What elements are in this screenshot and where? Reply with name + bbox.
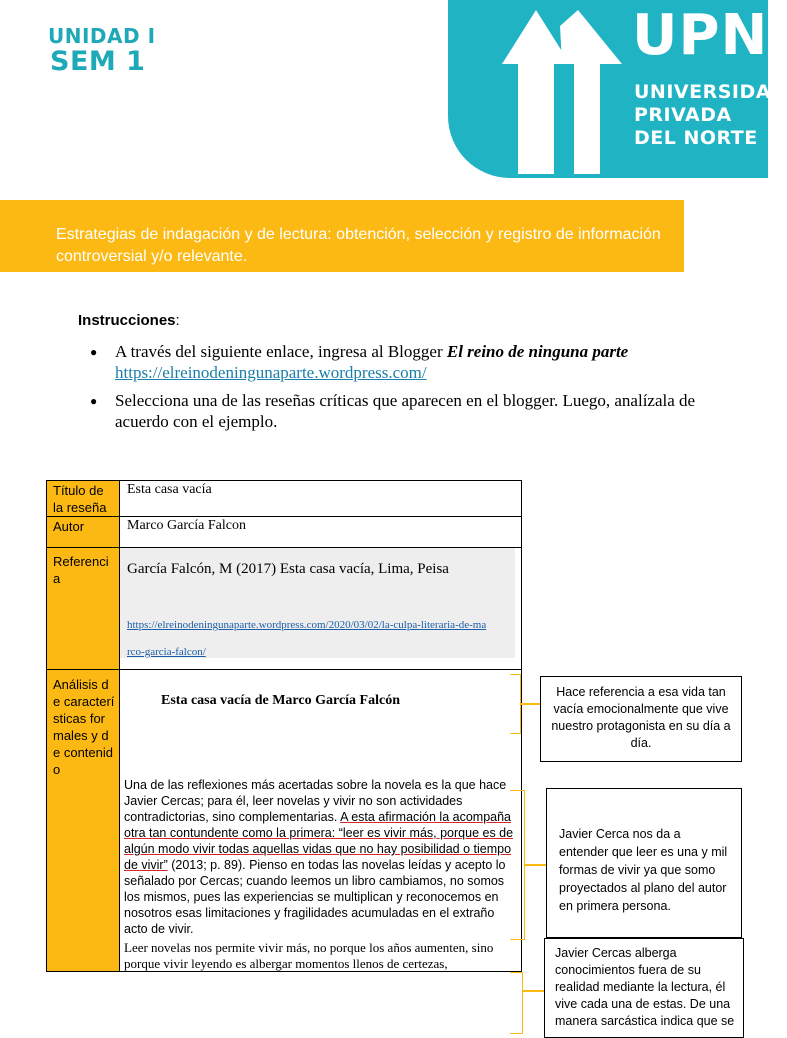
table-label-title: Título de la reseña: [53, 483, 107, 515]
analysis-title: Esta casa vacía de Marco García Falcón: [161, 693, 400, 708]
instructions-heading: [78, 312, 180, 329]
side-note-2: Javier Cerca nos da a entender que leer es una y mil formas de vivir ya que somo proyectados al plano del autor en primera persona.: [546, 788, 742, 938]
unit-title: UNIDAD I: [48, 24, 156, 48]
table-row-divider: [46, 516, 522, 517]
table-value-reference: García Falcón, M (2017) Esta casa vacía, Lima, Peisa: [127, 561, 449, 577]
table-column-divider: [119, 480, 120, 972]
bracket-connector: [510, 972, 523, 1034]
instruction-item-1: [115, 341, 715, 383]
week-title: SEM 1: [50, 46, 146, 77]
logo-line-2: PRIVADA: [634, 104, 732, 126]
logo-upn-text: UPN: [632, 3, 769, 68]
instruction-1-text: A través del siguiente enlace, ingresa al Blogger: [115, 342, 447, 361]
analysis-text: (2013; p. 89). Pienso en todas las novelas leídas y acepto lo señalado por Cercas; cuando leemos un libro cambiamos, no somos los mismos, pues las experiencias se multiplican y reconocemos en nosotros esas limitaciones y fragilidades acumuladas en el extraño acto de vivir.: [124, 858, 506, 936]
logo-line-3: DEL NORTE: [634, 127, 758, 149]
table-row-divider: [46, 547, 522, 548]
bracket-connector: [522, 990, 544, 992]
table-label-author: Autor: [53, 519, 85, 534]
instructions-colon: :: [175, 312, 180, 329]
logo-line-1: UNIVERSIDAD: [634, 81, 787, 103]
bracket-connector: [520, 703, 540, 705]
blog-link[interactable]: https://elreinodeningunaparte.wordpress.com/: [115, 363, 427, 382]
table-label-reference: Referencia: [53, 554, 109, 586]
bullet-icon: ●: [90, 345, 98, 359]
table-row-divider: [46, 669, 522, 670]
table-value-title: Esta casa vacía: [127, 482, 212, 497]
banner-text: Estrategias de indagación y de lectura: obtención, selección y registro de información controversial y/o relevante.: [56, 226, 661, 265]
table-label-analysis: Análisis de características formales y de contenido: [53, 677, 115, 777]
analysis-text: Una de las reflexiones más acertadas sobre la novela es la que hace Javier Cercas; para él, leer novelas y vivir no son actividades contradictorias, sino complementarias.: [124, 778, 507, 824]
reference-link[interactable]: https://elreinodeningunaparte.wordpress.com/2020/03/02/la-culpa-literaria-de-marco-garcia-falcon/: [127, 619, 487, 658]
side-note-3: Javier Cercas alberga conocimientos fuera de su realidad mediante la lectura, él vive cada una de estas. De una manera sarcástica indica que se: [544, 938, 744, 1038]
table-value-author: Marco García Falcon: [127, 518, 246, 533]
bracket-connector: [524, 864, 546, 866]
side-note-1: Hace referencia a esa vida tan vacía emocionalmente que vive nuestro protagonista en su día a día.: [540, 676, 742, 762]
instruction-item-2: Selecciona una de las reseñas críticas que aparecen en el blogger. Luego, analízala de acuerdo con el ejemplo.: [115, 391, 696, 431]
analysis-paragraph-2: Leer novelas nos permite vivir más, no porque los años aumenten, sino porque vivir leyendo es albergar momentos llenos de certezas,: [124, 940, 494, 971]
bullet-icon: ●: [90, 394, 98, 408]
analysis-paragraph-1: [124, 777, 516, 937]
highlighted-quote: A esta afirmación la acompaña otra tan contundente como la primera: “leer es vivir más, porque es de algún modo vivir todas aquellas vidas que no hay posibilidad o tiempo de vivir”: [124, 810, 514, 872]
instructions-label: Instrucciones: [78, 312, 176, 329]
up-arrow-logo-icon: [496, 4, 626, 174]
bracket-connector: [510, 790, 525, 940]
blog-name: El reino de ninguna parte: [446, 342, 629, 361]
